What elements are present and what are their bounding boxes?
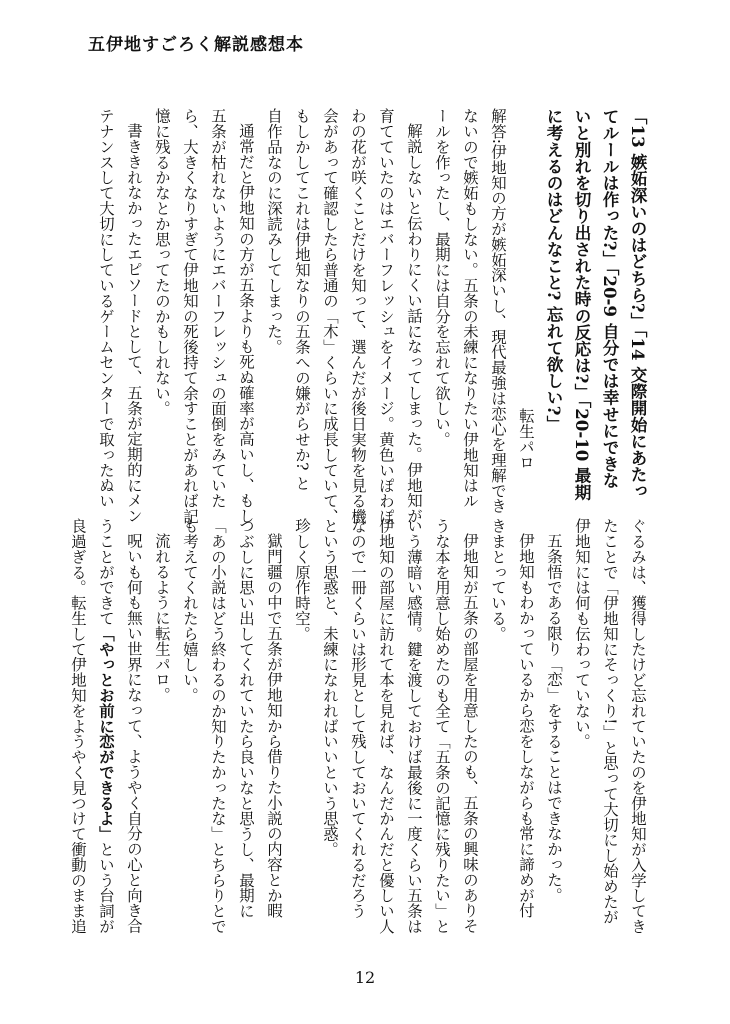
bottom-text-block	[64, 518, 652, 938]
cont-p3-line-2: うな本を用意し始めたのも全て「五条の記憶に残りたい」と	[433, 518, 451, 934]
cont-final-line: 良過ぎる。転生して伊地知をようやく見つけて衝動のまま追	[69, 518, 87, 934]
cont-p1-line-1: ぐるみは、獲得したけど忘れていたのを伊地知が入学してき	[629, 518, 647, 934]
cont-p5-line-3	[92, 518, 120, 938]
question-line-2: てルールは作った?」「20-9 自分では幸せにできな	[600, 108, 620, 489]
emphasized-quote: 「やっとお前に恋ができるよ」	[97, 625, 115, 842]
commentary-p3-line-1: 書ききれなかったエピソードとして、五条が定期的にメン	[125, 123, 143, 524]
commentary-p3-line-2: テナンスして大切にしているゲームセンターで取ったぬい	[97, 108, 115, 509]
answer-line-1: 解答:伊地知の方が嫉妬深いし、現代最強は恋心を理解でき	[489, 108, 507, 514]
cont-p2-line-3: きまとっている。	[489, 518, 507, 642]
answer-line-2: ないので嫉妬もしない。五条の未練になりたい伊地知はル	[461, 108, 479, 509]
cont-p5-line-2: 呪いも何も無い世界になって、ようやく自分の心と向き合	[125, 533, 143, 934]
question-line-4: に考えるのはどんなこと? 忘れて欲しい?」	[544, 108, 564, 433]
cont-p4-line-4: 「あの小説はどう終わるのか知りたかったな」とちらりとで	[209, 518, 227, 934]
answer-line-3: ールを作ったし、最期には自分を忘れて欲しい。	[433, 108, 451, 447]
commentary-p1-line-1: 解説しないと伝わりにくい話になってしまった。伊地知が	[405, 123, 423, 524]
cont-p3-line-5: なので一冊くらいは形見として残しておいてくれるだろう	[349, 518, 367, 919]
question-line-1: 「13 嫉妬深いのはどちら?」「14 交際開始にあたっ	[628, 108, 648, 500]
cont-p3-line-4: 伊地知の部屋に訪れて本を見れば、なんだかんだと優しい人	[377, 518, 395, 934]
cont-p4-line-5: も考えてくれたら嬉しい。	[181, 518, 199, 703]
commentary-p1-line-4: 会があって確認したら普通の「木」くらいに成長していて、	[321, 108, 339, 524]
commentary-p2-line-4: 憶に残るかなとか思ってたのかもしれない。	[153, 108, 171, 416]
cont-p2-line-2: 伊地知もわかっているから恋をしながらも常に諦めが付	[517, 533, 535, 919]
commentary-p1-line-2: 育てていたのはエバーフレッシュをイメージ。黄色いぽわぽ	[377, 108, 395, 524]
author-text: 転生パロ	[517, 408, 535, 470]
commentary-p2-line-3: ら、大きくなりすぎて伊地知の死後持て余すことがあれば記	[181, 108, 199, 524]
commentary-p1-line-5: もしかしてこれは伊地知なりの五条への嫌がらせか? と	[293, 108, 311, 491]
author-label	[512, 108, 540, 498]
cont-p5-line-1: 流れるように転生パロ。	[153, 533, 171, 703]
cont-p3-line-3: いう薄暗い感情。鍵を渡しておけば最後に一度くらい五条は	[405, 518, 423, 934]
cont-p4-line-3: つぶしに思い出してくれていたら良いなと思うし、最期に	[237, 518, 255, 919]
commentary-p2-line-1: 通常だと伊地知の方が五条よりも死ぬ確率が高いし、もし	[237, 123, 255, 524]
running-header: 五伊地すごろく解説感想本	[88, 35, 304, 55]
cont-p3-line-6: という思惑と、未練になれればいいという思惑。	[321, 518, 339, 857]
cont-p4-line-2: 獄門疆の中で五条が伊地知から借りた小説の内容とか暇	[265, 533, 283, 919]
cont-p4-line-1: 珍しく原作時空。	[293, 518, 311, 642]
cont-p2-line-1: 五条悟である限り「恋」をすることはできなかった。	[545, 533, 563, 903]
question-line-3: いと別れを切り出された時の反応は?」「20-10 最期	[572, 108, 592, 501]
commentary-p1-line-3: わの花が咲くことだけを知って、選んだが後日実物を見る機	[349, 108, 367, 524]
page-number: 12	[354, 968, 376, 987]
cont-p1-line-3: 伊地知には何も伝わっていない。	[573, 518, 591, 749]
cont-p5-line-3-end: という台詞が	[97, 841, 115, 934]
commentary-p1-line-6: 自作品なのに深読みしてしまった。	[265, 108, 283, 355]
commentary-p2-line-2: 五条が枯れないようにエバーフレッシュの面倒をみていた	[209, 108, 227, 509]
cont-p3-line-1: 伊地知が五条の部屋を用意したのも、五条の興味のありそ	[461, 533, 479, 934]
cont-p1-line-2: たことで「伊地知にそっくり!」と思って大切にし始めたが	[601, 518, 619, 925]
top-text-block	[92, 108, 652, 524]
cont-p5-line-3-start: うことができて	[97, 518, 115, 626]
